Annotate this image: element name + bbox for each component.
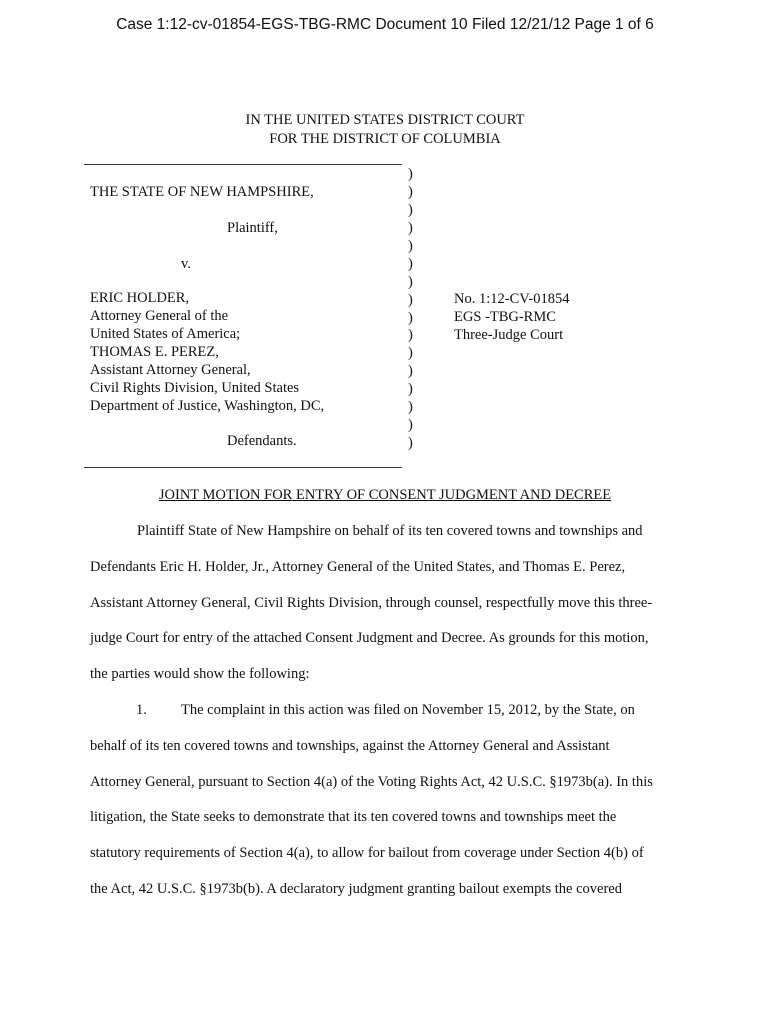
paren: )	[408, 219, 413, 236]
paren: )	[408, 327, 413, 344]
paren: )	[408, 417, 413, 434]
defendant-line: Department of Justice, Washington, DC,	[90, 398, 325, 414]
body-line: behalf of its ten covered towns and townships, against the Attorney General and Assistant	[90, 738, 610, 754]
case-number: No. 1:12-CV-01854	[454, 291, 570, 307]
body-line: Defendants Eric H. Holder, Jr., Attorney General of the United States, and Thomas E. Perez,	[90, 559, 626, 575]
court-district: FOR THE DISTRICT OF COLUMBIA	[269, 131, 501, 147]
body-line: judge Court for entry of the attached Consent Judgment and Decree. As grounds for this motion,	[90, 630, 649, 646]
paren: )	[408, 166, 413, 182]
body-line: The complaint in this action was filed on November 15, 2012, by the State, on	[181, 702, 635, 718]
case-info	[454, 290, 569, 345]
paren: )	[408, 345, 413, 362]
paren: )	[408, 435, 413, 452]
paren: )	[408, 291, 413, 308]
document-header: Case 1:12-cv-01854-EGS-TBG-RMC Document 10 Filed 12/21/12 Page 1 of 6	[116, 16, 654, 33]
judge-initials: EGS -TBG-RMC	[454, 309, 556, 326]
caption-parentheses	[408, 166, 413, 453]
defendant-line: Assistant Attorney General,	[90, 362, 251, 378]
court-type: Three-Judge Court	[454, 327, 564, 344]
body-line: Attorney General, pursuant to Section 4(a) of the Voting Rights Act, 42 U.S.C. §1973b(a). In this	[90, 774, 653, 790]
defendants-role: Defendants.	[227, 433, 297, 449]
paren: )	[408, 273, 413, 290]
body-line: Plaintiff State of New Hampshire on behalf of its ten covered towns and townships and	[137, 523, 643, 539]
paren: )	[408, 309, 413, 326]
caption-bottom-rule	[84, 467, 402, 468]
defendant-line: ERIC HOLDER,	[90, 290, 190, 306]
body-line: litigation, the State seeks to demonstrate that its ten covered towns and townships meet the	[90, 809, 617, 825]
paren: )	[408, 201, 413, 218]
body-line: the parties would show the following:	[90, 666, 310, 682]
defendant-line: Attorney General of the	[90, 308, 229, 324]
body-line: Assistant Attorney General, Civil Rights Division, through counsel, respectfully move this three-	[90, 595, 653, 611]
paragraph-number: 1.	[136, 702, 147, 718]
paren: )	[408, 183, 413, 200]
versus-label: v.	[181, 256, 191, 272]
body-line: statutory requirements of Section 4(a), to allow for bailout from coverage under Section 4(b) of	[90, 845, 644, 861]
plaintiff-name: THE STATE OF NEW HAMPSHIRE,	[90, 184, 314, 200]
paren: )	[408, 363, 413, 380]
paren: )	[408, 237, 413, 254]
body-line: the Act, 42 U.S.C. §1973b(b). A declaratory judgment granting bailout exempts the covered	[90, 881, 622, 897]
paren: )	[408, 381, 413, 398]
plaintiff-role: Plaintiff,	[227, 220, 278, 236]
defendant-line: THOMAS E. PEREZ,	[90, 344, 219, 360]
caption-top-rule	[84, 164, 402, 165]
defendant-line: United States of America;	[90, 326, 241, 342]
paren: )	[408, 255, 413, 272]
defendant-line: Civil Rights Division, United States	[90, 380, 300, 396]
paren: )	[408, 399, 413, 416]
court-heading	[0, 111, 770, 149]
motion-title: JOINT MOTION FOR ENTRY OF CONSENT JUDGMENT AND DECREE	[158, 487, 612, 503]
court-name: IN THE UNITED STATES DISTRICT COURT	[245, 112, 525, 128]
